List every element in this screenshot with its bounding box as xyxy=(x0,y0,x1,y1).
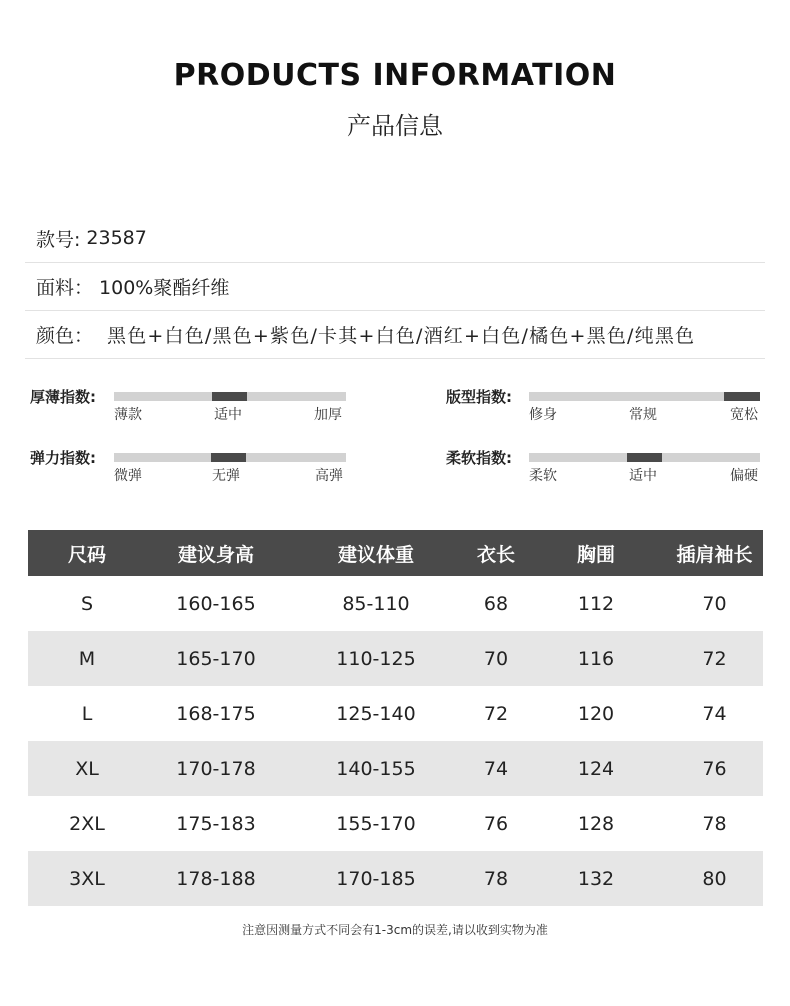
style-number-label: 款号: xyxy=(36,228,81,251)
fit-tick-low: 修身 xyxy=(529,407,557,423)
fit-label: 版型指数: xyxy=(446,388,512,406)
header-sleeve: 插肩袖长 xyxy=(666,530,763,576)
elasticity-track xyxy=(114,453,346,462)
cell-chest: 128 xyxy=(577,812,615,835)
table-row xyxy=(28,686,763,741)
cell-weight: 155-170 xyxy=(336,812,416,835)
page-title-chinese: 产品信息 xyxy=(347,112,443,140)
color-value: 黑色+白色/黑色+紫色/卡其+白色/酒红+白色/橘色+黑色/纯黑色 xyxy=(107,324,696,347)
header-length: 衣长 xyxy=(466,530,526,576)
softness-indicator xyxy=(446,445,764,485)
cell-sleeve: 78 xyxy=(702,812,727,835)
measurement-note: 注意因测量方式不同会有1-3cm的误差,请以收到实物为准 xyxy=(242,923,548,937)
header-height: 建议身高 xyxy=(146,530,286,576)
header-weight: 建议体重 xyxy=(286,530,466,576)
cell-height: 178-188 xyxy=(146,851,286,906)
cell-length: 72 xyxy=(483,702,509,725)
fit-tick-high: 宽松 xyxy=(730,407,758,423)
thickness-label: 厚薄指数: xyxy=(30,388,96,406)
fit-tick-mid: 常规 xyxy=(629,407,657,423)
fabric-value: 100%聚酯纤维 xyxy=(99,276,230,299)
fit-track xyxy=(529,392,760,401)
cell-sleeve: 70 xyxy=(702,592,727,615)
table-row xyxy=(28,741,763,796)
cell-sleeve: 72 xyxy=(666,631,763,686)
cell-height: 168-175 xyxy=(176,702,256,725)
cell-weight: 140-155 xyxy=(286,741,466,796)
cell-size: 3XL xyxy=(28,851,146,906)
cell-sleeve: 74 xyxy=(702,702,727,725)
elasticity-tick-low: 微弹 xyxy=(114,468,142,484)
cell-size: M xyxy=(28,631,146,686)
softness-tick-low: 柔软 xyxy=(529,468,557,484)
style-number-value: 23587 xyxy=(86,227,147,249)
table-row xyxy=(28,796,763,851)
cell-chest: 132 xyxy=(526,851,666,906)
thickness-tick-high: 加厚 xyxy=(314,407,342,423)
cell-chest: 124 xyxy=(526,741,666,796)
header-chest: 胸围 xyxy=(526,530,666,576)
cell-weight: 170-185 xyxy=(286,851,466,906)
table-row xyxy=(28,851,763,906)
table-row xyxy=(28,576,763,631)
cell-size: XL xyxy=(28,741,146,796)
cell-sleeve: 76 xyxy=(666,741,763,796)
cell-height: 165-170 xyxy=(146,631,286,686)
softness-tick-high: 偏硬 xyxy=(730,468,758,484)
fit-marker xyxy=(724,392,760,401)
cell-length: 78 xyxy=(466,851,526,906)
softness-track xyxy=(529,453,760,462)
color-label: 颜色： xyxy=(36,324,94,347)
thickness-tick-low: 薄款 xyxy=(114,407,142,423)
page-title-english: PRODUCTS INFORMATION xyxy=(173,58,617,93)
thickness-track xyxy=(114,392,346,401)
elasticity-label: 弹力指数: xyxy=(30,449,96,467)
cell-length: 74 xyxy=(466,741,526,796)
cell-weight: 110-125 xyxy=(286,631,466,686)
thickness-tick-mid: 适中 xyxy=(214,407,242,423)
style-number-row xyxy=(25,214,765,263)
cell-sleeve: 80 xyxy=(666,851,763,906)
cell-chest: 120 xyxy=(577,702,615,725)
fabric-row xyxy=(25,262,765,311)
thickness-indicator xyxy=(30,384,350,424)
fit-indicator xyxy=(446,384,764,424)
color-row xyxy=(25,310,765,359)
cell-length: 68 xyxy=(483,592,509,615)
header-size: 尺码 xyxy=(28,530,146,576)
table-row xyxy=(28,631,763,686)
size-chart-header-row xyxy=(28,530,763,576)
cell-chest: 116 xyxy=(526,631,666,686)
elasticity-indicator xyxy=(30,445,350,485)
cell-height: 160-165 xyxy=(176,592,256,615)
cell-size: L xyxy=(81,702,93,725)
thickness-marker xyxy=(212,392,247,401)
elasticity-tick-mid: 无弹 xyxy=(212,468,240,484)
cell-height: 175-183 xyxy=(176,812,256,835)
softness-marker xyxy=(627,453,662,462)
cell-length: 70 xyxy=(466,631,526,686)
cell-weight: 85-110 xyxy=(342,592,410,615)
cell-size: 2XL xyxy=(69,812,105,835)
softness-label: 柔软指数: xyxy=(446,449,512,467)
cell-weight: 125-140 xyxy=(336,702,416,725)
softness-tick-mid: 适中 xyxy=(629,468,657,484)
cell-height: 170-178 xyxy=(146,741,286,796)
cell-size: S xyxy=(80,592,94,615)
size-chart-table xyxy=(28,530,763,906)
fabric-label: 面料： xyxy=(36,276,94,299)
cell-chest: 112 xyxy=(577,592,615,615)
elasticity-marker xyxy=(211,453,246,462)
cell-length: 76 xyxy=(483,812,509,835)
elasticity-tick-high: 高弹 xyxy=(315,468,343,484)
